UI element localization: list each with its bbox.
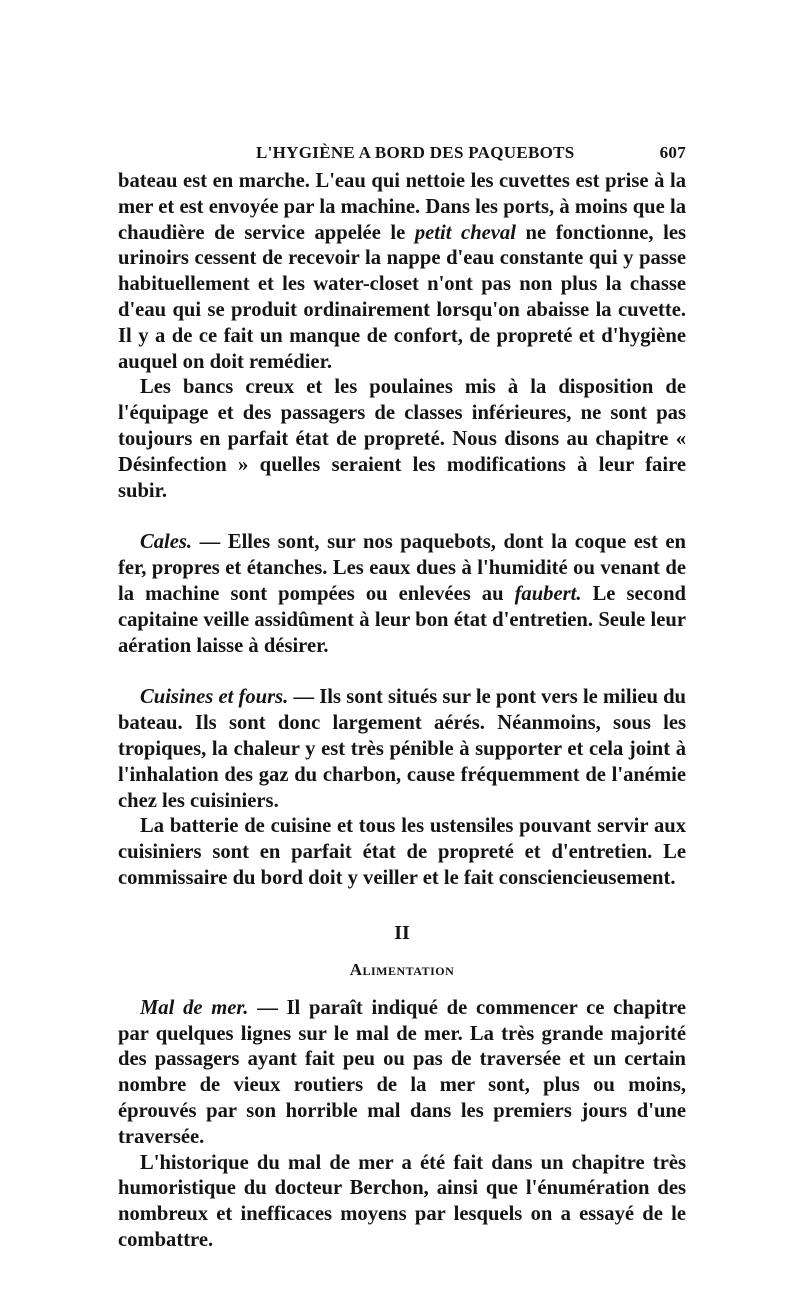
paragraph-text: — Elles sont, sur nos paquebots, dont la coque est en fer, propres et étanches. Les eaux dues à l'humidité ou venant de la machine sont pompées ou enlevées au — [118, 531, 686, 605]
paragraph: La batterie de cuisine et tous les ustensiles pouvant servir aux cuisiniers sont en parfait état de propreté et d'entretien. Le commissaire du bord doit y veiller et le fait consciencieusement. — [118, 815, 686, 889]
page-number: 607 — [659, 143, 686, 162]
section-title: Alimentation — [349, 959, 455, 979]
run-in-heading: Mal de mer. — [140, 996, 249, 1019]
paragraph-text: — Ils sont situés sur le pont vers le milieu du bateau. Ils sont donc largement aérés. Néanmoins, sous les tropiques, la chaleur y est très pénible à supporter et cela joint à l'inhalation des gaz du charbon, cause fréquemment de l'anémie chez les cuisiniers. — [118, 686, 687, 812]
italic-term: petit cheval — [414, 221, 516, 244]
paragraph-cuisines — [118, 685, 686, 814]
paragraph-cales — [118, 530, 686, 659]
paragraph-text: bateau est en marche. L'eau qui nettoie les cuvettes est prise à la mer et est envoyée par la machine. Dans les ports, à moins que la chaudière de service appelée le — [118, 170, 686, 244]
paragraph-text: Le second capitaine veille assidûment à leur bon état d'entretien. Seule leur aération laisse à désirer. — [118, 582, 686, 657]
running-head — [118, 143, 686, 169]
run-in-heading: Cales. — [140, 531, 193, 554]
page — [118, 143, 686, 1254]
running-head-title: L'HYGIÈNE A BORD DES PAQUEBOTS — [256, 143, 575, 162]
paragraph-mal-de-mer — [118, 996, 686, 1151]
paragraph — [118, 169, 686, 375]
paragraph: Les bancs creux et les poulaines mis à la disposition de l'équipage et des passagers de classes inférieures, ne sont pas toujours en parfait état de propreté. Nous disons au chapitre « Désinfection » quelles seraient les modifications à leur faire subir. — [118, 376, 686, 502]
paragraph-text: ne fonctionne, les urinoirs cessent de recevoir la nappe d'eau constante qui y passe habituellement et les water-closet n'ont pas non plus la chasse d'eau qui se produit ordinairement lorsqu'on abaisse la cuvette. Il y a de ce fait un manque de confort, de propreté et d'hygiène auquel on doit remédier. — [118, 221, 686, 373]
paragraph: L'historique du mal de mer a été fait dans un chapitre très humoristique du docteur Berchon, ainsi que l'énumération des nombreux et inefficaces moyens par lesquels on a essayé de le combattre. — [118, 1151, 686, 1251]
italic-term: faubert. — [514, 582, 582, 605]
paragraph-text: — Il paraît indiqué de commencer ce chapitre par quelques lignes sur le mal de mer. La très grande majorité des passagers ayant fait peu ou pas de traversée et un certain nombre de vieux routiers de la mer sont, plus ou moins, éprouvés par son horrible mal dans les premiers jours d'une traversée. — [118, 996, 687, 1148]
body-text — [118, 169, 686, 1254]
section-numeral: II — [394, 921, 410, 944]
run-in-heading: Cuisines et fours. — [140, 686, 289, 709]
